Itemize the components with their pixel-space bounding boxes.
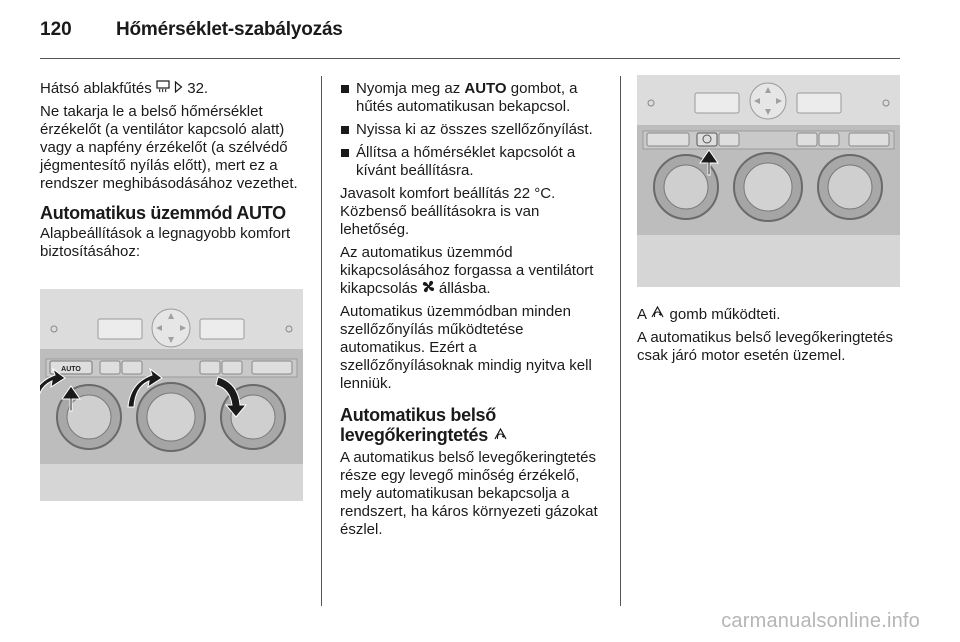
page-reference: 32. [187,80,209,97]
engine-running-note: A automatikus belső levegőkeringtetés csak járó motor esetén üzemel. [637,329,893,364]
column-left [40,80,308,266]
column-divider [620,76,621,606]
recirculation-description: A automatikus belső levegőkeringtetés része egy levegő minőség érzékelő, mely automatikusan bekapcsolja a rendszert, ha káros környezeti gázokat észlel. [340,449,598,538]
rear-window-heater-icon [156,80,170,98]
vents-open-text: Automatikus üzemmódban minden szellőzőnyílás működtetése automatikus. Ezért a szellőzőnyílásoknak mindig nyitva kell lenniük. [340,303,592,392]
auto-button-label: AUTO [61,366,81,373]
auto-steps-list [340,80,608,180]
column-middle [340,80,608,544]
comfort-setting-text: Javasolt komfort beállítás 22 °C. Közbenső beállításokra is van lehetőség. [340,185,556,238]
sensor-warning: Ne takarja le a belső hőmérséklet érzékelőt (a ventilátor kapcsoló alatt) vagy a napfény érzékelőt (a szélvédő jégmentesítő nyílás előtt), mert ez a rendszer meghibásodásához vezethet. [40,103,298,192]
climate-panel-figure-auto [40,289,303,501]
list-item: Állítsa a hőmérséklet kapcsolót a kívánt beállításra. [340,144,608,180]
rear-window-text: Hátsó ablakfűtés [40,80,152,97]
auto-mode-heading: Automatikus üzemmód AUTO [40,203,286,223]
auto-off-paragraph: Az automatikus üzemmód kikapcsolásához forgassa a ventilátort kikapcsolás állásba. [340,244,594,297]
column-divider [321,76,322,606]
column-right [637,305,903,370]
list-item: Nyissa ki az összes szellőzőnyílást. [340,121,608,139]
climate-panel-figure-recirculation [637,75,900,287]
watermark: carmanualsonline.info [721,610,920,632]
auto-mode-intro: Alapbeállítások a legnagyobb komfort biztosításához: [40,225,291,260]
header-rule [40,58,900,59]
auto-keyword: AUTO [464,80,507,97]
recirculation-icon [493,427,508,447]
recirculation-heading: Automatikus belső levegőkeringtetés [340,405,608,447]
fan-icon [422,280,435,298]
recirculation-icon [650,305,665,324]
list-item: Nyomja meg az AUTO gombot, a hűtés automatikusan bekapcsol. [340,80,608,116]
page-number: 120 [40,19,72,40]
rear-window-paragraph [40,80,308,98]
page-ref-arrow-icon [174,80,183,98]
chapter-title: Hőmérséklet-szabályozás [116,19,343,40]
recirculation-button-text: A gomb működteti. [637,306,781,323]
